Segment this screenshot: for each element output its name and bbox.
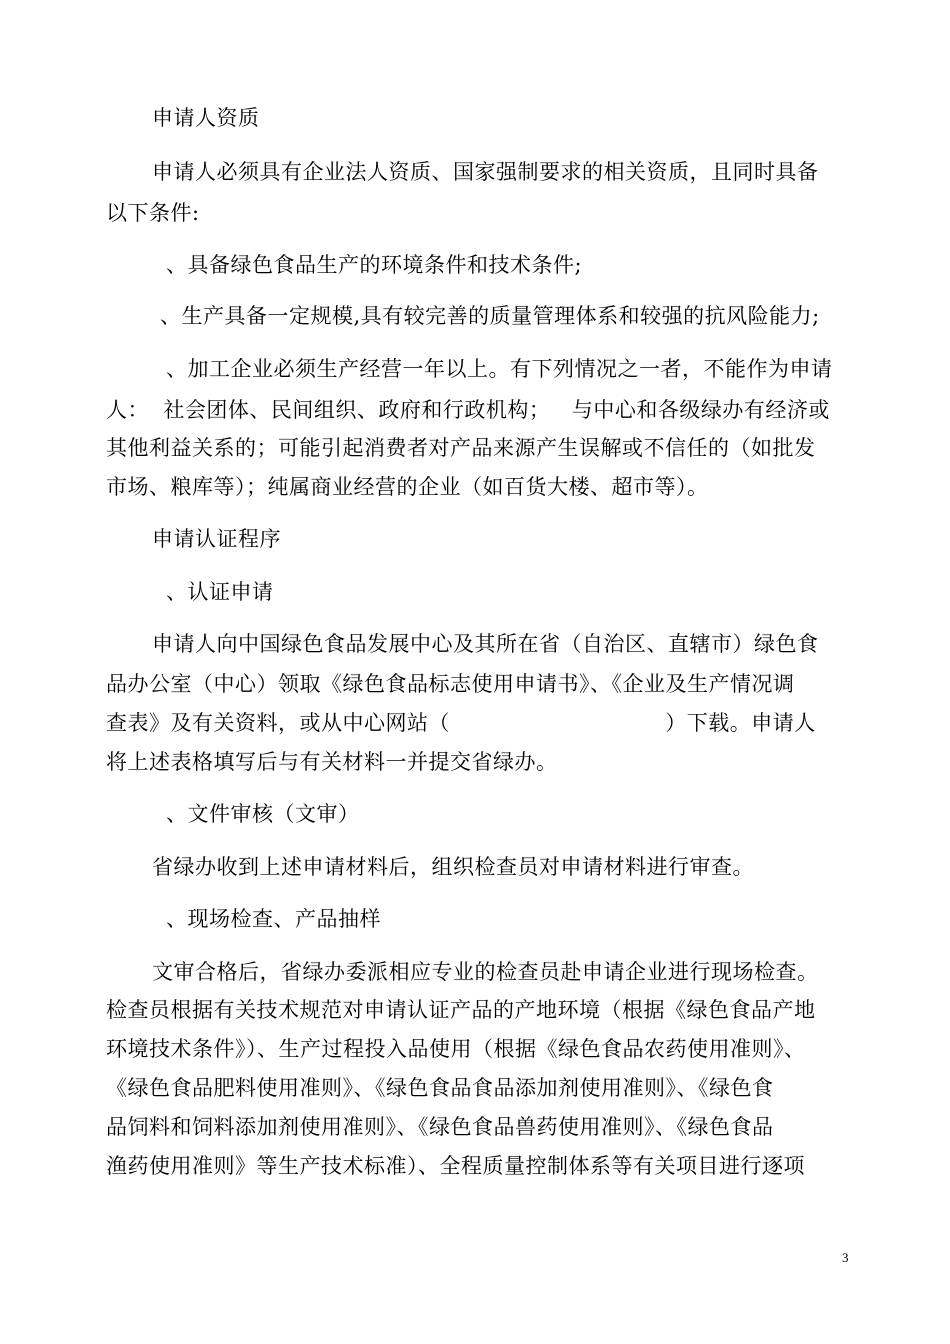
paragraph-line: 市场、粮库等）；纯属商业经营的企业（如百货大楼、超市等）。 (106, 475, 709, 499)
paragraph-line: 申请人向中国绿色食品发展中心及其所在省（自治区、直辖市）绿色食 (152, 632, 819, 656)
subheading-application: 、认证申请 (166, 580, 274, 604)
paragraph-line: 渔药使用准则》等生产技术标准）、全程质量控制体系等有关项目进行逐项 (106, 1154, 805, 1178)
paragraph-line: 其他利益关系的；可能引起消费者对产品来源产生误解或不信任的（如批发 (106, 436, 816, 460)
list-item-condition-3: 、加工企业必须生产经营一年以上。有下列情况之一者，不能作为申请 (166, 357, 833, 381)
paragraph-line: 文审合格后，省绿办委派相应专业的检查员赴申请企业进行现场检查。 (152, 960, 819, 984)
paragraph-line: 环境技术条件》）、生产过程投入品使用（根据《绿色食品农药使用准则》、 (106, 1037, 806, 1061)
subheading-site-inspection: 、现场检查、产品抽样 (166, 907, 381, 931)
subheading-document-review: 、文件审核（文审） (166, 802, 360, 826)
paragraph-line: 品饲料和饲料添加剂使用准则》、《绿色食品兽药使用准则》、《绿色食品 (106, 1115, 774, 1139)
list-item-condition-1: 、具备绿色食品生产的环境条件和技术条件; (166, 253, 583, 277)
section-heading-qualification: 申请人资质 (152, 106, 260, 130)
list-item-condition-2: 、生产具备一定规模,具有较完善的质量管理体系和较强的抗风险能力; (160, 304, 820, 328)
paragraph-line: 以下条件: (106, 201, 200, 225)
paragraph-line: 将上述表格填写后与有关材料一并提交省绿办。 (106, 750, 558, 774)
page-number: 3 (842, 1250, 849, 1265)
paragraph-line: 申请人必须具有企业法人资质、国家强制要求的相关资质，且同时具备 (152, 160, 819, 184)
paragraph-line: 品办公室（中心）领取《绿色食品标志使用申请书》、《企业及生产情况调 (106, 672, 795, 696)
paragraph-line: 《绿色食品肥料使用准则》、《绿色食品食品添加剂使用准则》、《绿色食 (106, 1076, 774, 1100)
paragraph-line: 省绿办收到上述申请材料后，组织检查员对申请材料进行审查。 (152, 855, 754, 879)
paragraph-line: 人： 社会团体、民间组织、政府和行政机构； 与中心和各级绿办有经济或 (106, 398, 830, 422)
paragraph-line: 检查员根据有关技术规范对申请认证产品的产地环境（根据《绿色食品产地 (106, 998, 816, 1022)
section-heading-procedure: 申请认证程序 (152, 527, 281, 551)
paragraph-line: 查表》及有关资料，或从中心网站（ ）下载。申请人 (106, 711, 816, 735)
